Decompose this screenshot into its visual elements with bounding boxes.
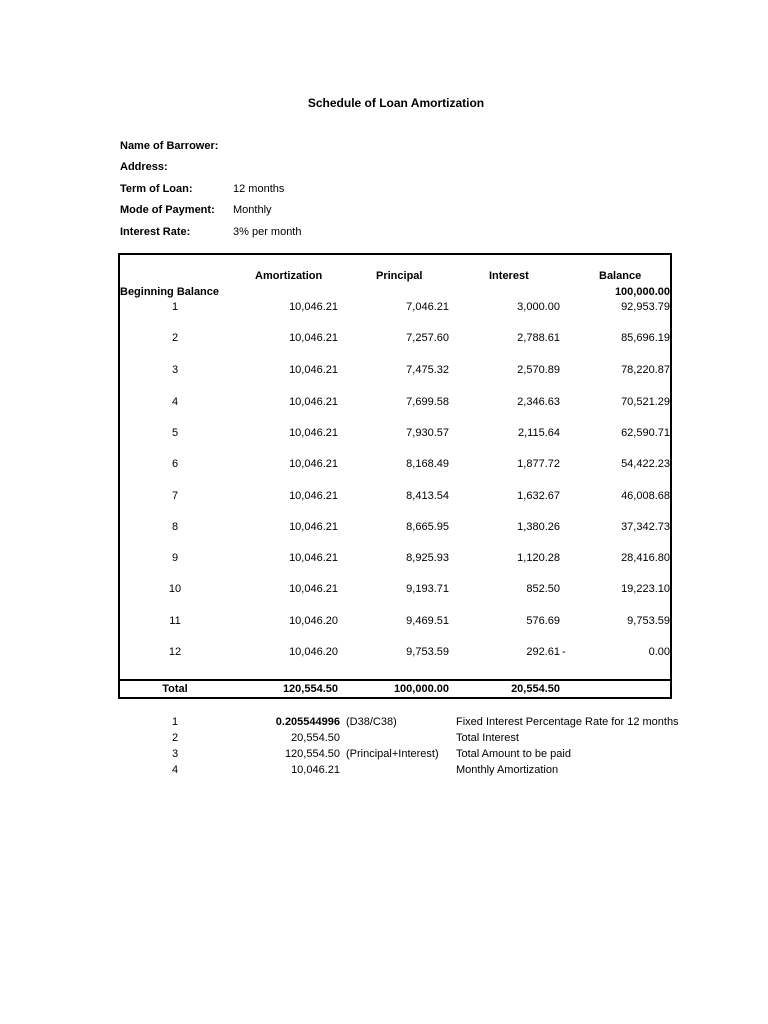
note-number: 2 bbox=[171, 732, 179, 744]
note-description: Monthly Amortization bbox=[456, 764, 559, 776]
info-label: Term of Loan: bbox=[120, 183, 193, 195]
amortization-cell: 10,046.21 bbox=[289, 427, 338, 439]
note-row bbox=[120, 748, 680, 764]
principal-cell: 7,046.21 bbox=[406, 301, 449, 313]
note-expression: (Principal+Interest) bbox=[346, 748, 439, 760]
balance-cell: 62,590.71 bbox=[621, 427, 670, 439]
balance-cell: 46,008.68 bbox=[621, 490, 670, 502]
interest-cell: 3,000.00 bbox=[517, 301, 560, 313]
period-cell: 8 bbox=[171, 521, 179, 533]
total-amortization: 120,554.50 bbox=[282, 683, 338, 695]
principal-cell: 8,413.54 bbox=[406, 490, 449, 502]
amortization-cell: 10,046.21 bbox=[289, 364, 338, 376]
balance-cell: 70,521.29 bbox=[621, 396, 670, 408]
header-interest: Interest bbox=[489, 270, 529, 282]
interest-cell: 2,115.64 bbox=[517, 427, 560, 439]
note-value: 0.205544996 bbox=[275, 716, 340, 728]
info-label: Interest Rate: bbox=[120, 226, 191, 238]
note-number: 1 bbox=[171, 716, 179, 728]
info-value: Monthly bbox=[233, 204, 272, 216]
balance-cell: 0.00 bbox=[648, 646, 670, 658]
principal-cell: 8,925.93 bbox=[406, 552, 449, 564]
balance-cell: 54,422.23 bbox=[621, 458, 670, 470]
table-row bbox=[118, 427, 672, 443]
document-title: Schedule of Loan Amortization bbox=[307, 96, 485, 110]
interest-cell: 576.69 bbox=[526, 615, 560, 627]
period-cell: 4 bbox=[171, 396, 179, 408]
header-principal: Principal bbox=[376, 270, 423, 282]
principal-cell: 8,168.49 bbox=[406, 458, 449, 470]
principal-cell: 9,193.71 bbox=[406, 583, 449, 595]
balance-cell: 37,342.73 bbox=[621, 521, 670, 533]
balance-cell: 85,696.19 bbox=[621, 332, 670, 344]
dash-cell: - bbox=[562, 646, 566, 658]
beginning-balance-value: 100,000.00 bbox=[614, 286, 670, 298]
interest-cell: 292.61 bbox=[526, 646, 560, 658]
amortization-cell: 10,046.21 bbox=[289, 332, 338, 344]
info-label: Name of Barrower: bbox=[120, 140, 219, 152]
period-cell: 10 bbox=[168, 583, 182, 595]
note-row bbox=[120, 732, 680, 748]
interest-cell: 2,788.61 bbox=[517, 332, 560, 344]
note-value: 20,554.50 bbox=[291, 732, 340, 744]
balance-cell: 9,753.59 bbox=[627, 615, 670, 627]
period-cell: 5 bbox=[171, 427, 179, 439]
interest-cell: 1,877.72 bbox=[517, 458, 560, 470]
note-description: Total Interest bbox=[456, 732, 519, 744]
principal-cell: 7,475.32 bbox=[406, 364, 449, 376]
amortization-cell: 10,046.21 bbox=[289, 583, 338, 595]
period-cell: 7 bbox=[171, 490, 179, 502]
table-row bbox=[118, 583, 672, 599]
amortization-cell: 10,046.21 bbox=[289, 490, 338, 502]
principal-cell: 7,930.57 bbox=[406, 427, 449, 439]
principal-cell: 7,257.60 bbox=[406, 332, 449, 344]
principal-cell: 7,699.58 bbox=[406, 396, 449, 408]
note-expression: (D38/C38) bbox=[346, 716, 397, 728]
info-value: 12 months bbox=[233, 183, 285, 195]
total-row bbox=[118, 683, 672, 699]
total-principal: 100,000.00 bbox=[393, 683, 449, 695]
amortization-table bbox=[118, 253, 672, 699]
interest-cell: 2,570.89 bbox=[517, 364, 560, 376]
balance-cell: 19,223.10 bbox=[621, 583, 670, 595]
amortization-cell: 10,046.20 bbox=[289, 615, 338, 627]
table-row bbox=[118, 646, 672, 662]
principal-cell: 9,753.59 bbox=[406, 646, 449, 658]
table-row bbox=[118, 615, 672, 631]
amortization-cell: 10,046.21 bbox=[289, 396, 338, 408]
total-interest: 20,554.50 bbox=[511, 683, 560, 695]
note-row bbox=[120, 764, 680, 780]
period-cell: 12 bbox=[168, 646, 182, 658]
principal-cell: 8,665.95 bbox=[406, 521, 449, 533]
table-row bbox=[118, 521, 672, 537]
amortization-cell: 10,046.21 bbox=[289, 521, 338, 533]
amortization-cell: 10,046.20 bbox=[289, 646, 338, 658]
balance-cell: 78,220.87 bbox=[621, 364, 670, 376]
info-label: Address: bbox=[120, 161, 168, 173]
interest-cell: 2,346.63 bbox=[517, 396, 560, 408]
table-row bbox=[118, 396, 672, 412]
period-cell: 1 bbox=[171, 301, 179, 313]
header-amortization: Amortization bbox=[255, 270, 323, 282]
amortization-cell: 10,046.21 bbox=[289, 301, 338, 313]
period-cell: 11 bbox=[169, 615, 181, 627]
balance-cell: 92,953.79 bbox=[621, 301, 670, 313]
period-cell: 2 bbox=[171, 332, 179, 344]
table-row bbox=[118, 490, 672, 506]
interest-cell: 1,120.28 bbox=[517, 552, 560, 564]
balance-cell: 28,416.80 bbox=[621, 552, 670, 564]
note-number: 3 bbox=[171, 748, 179, 760]
note-row bbox=[120, 716, 680, 732]
amortization-cell: 10,046.21 bbox=[289, 458, 338, 470]
total-divider bbox=[120, 679, 670, 681]
interest-cell: 852.50 bbox=[526, 583, 560, 595]
table-row bbox=[118, 552, 672, 568]
beginning-balance-label: Beginning Balance bbox=[120, 286, 220, 298]
note-description: Fixed Interest Percentage Rate for 12 months bbox=[456, 716, 679, 728]
table-row bbox=[118, 458, 672, 474]
table-row bbox=[118, 332, 672, 348]
period-cell: 6 bbox=[171, 458, 179, 470]
interest-cell: 1,632.67 bbox=[517, 490, 560, 502]
note-value: 10,046.21 bbox=[291, 764, 340, 776]
note-value: 120,554.50 bbox=[284, 748, 340, 760]
interest-cell: 1,380.26 bbox=[517, 521, 560, 533]
table-row bbox=[118, 364, 672, 380]
total-label: Total bbox=[162, 683, 188, 695]
period-cell: 3 bbox=[171, 364, 179, 376]
principal-cell: 9,469.51 bbox=[406, 615, 449, 627]
period-cell: 9 bbox=[171, 552, 179, 564]
table-row bbox=[118, 301, 672, 317]
note-description: Total Amount to be paid bbox=[456, 748, 571, 760]
amortization-cell: 10,046.21 bbox=[289, 552, 338, 564]
info-value: 3% per month bbox=[233, 226, 302, 238]
note-number: 4 bbox=[171, 764, 179, 776]
header-balance: Balance bbox=[599, 270, 642, 282]
info-label: Mode of Payment: bbox=[120, 204, 215, 216]
